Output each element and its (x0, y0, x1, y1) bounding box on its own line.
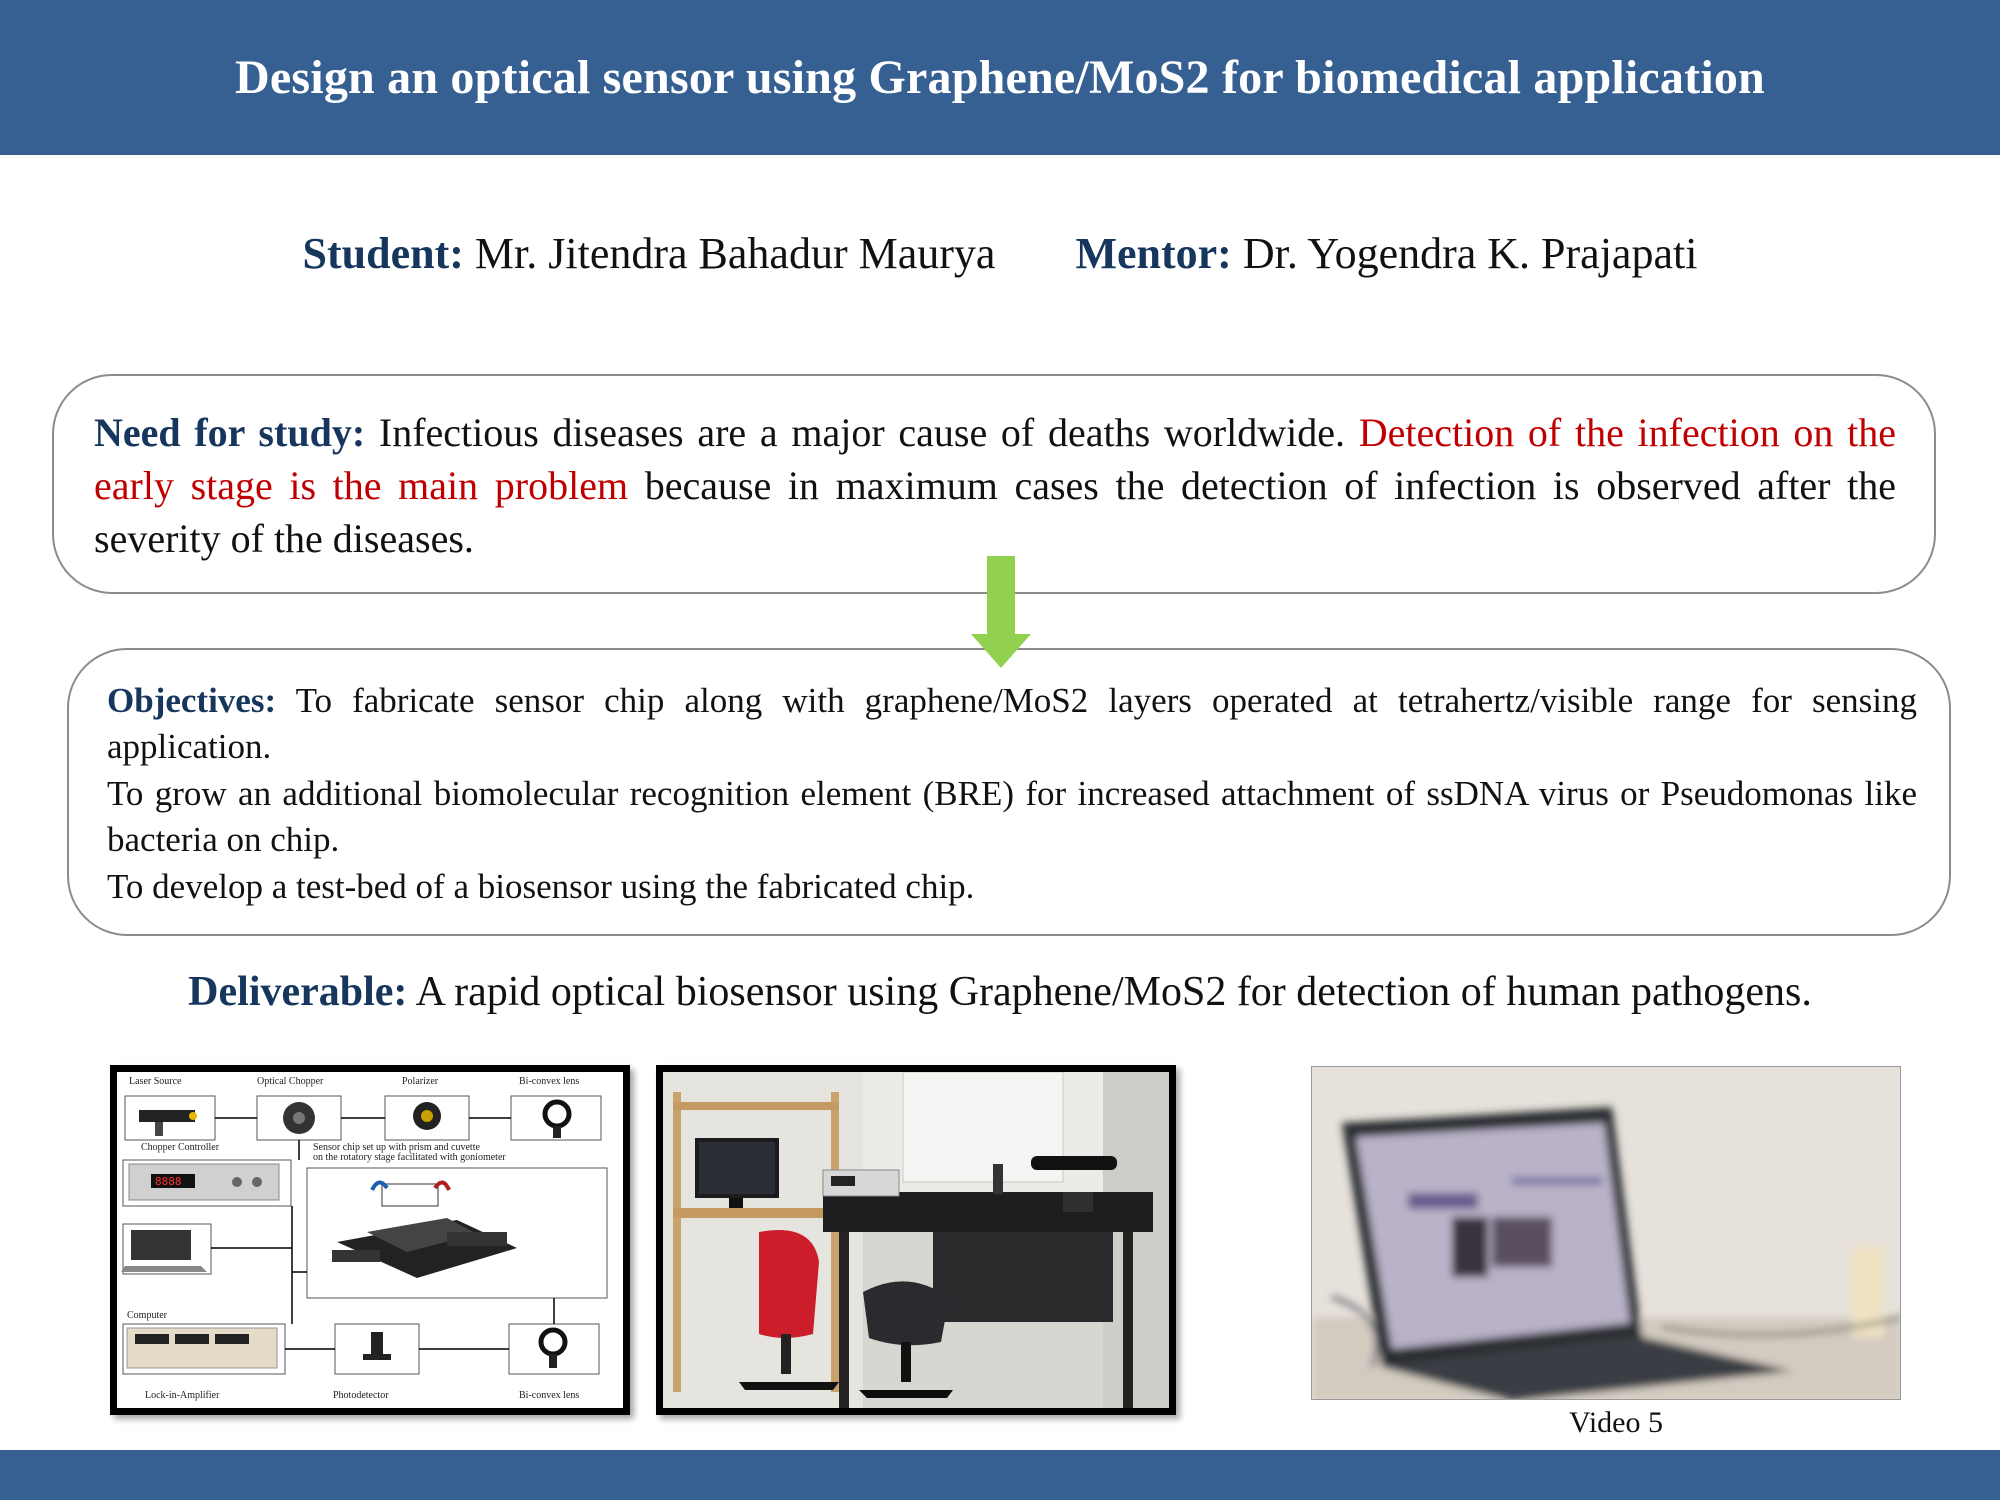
slide-title: Design an optical sensor using Graphene/MoS2 for biomedical application (235, 51, 1765, 104)
student-label: Student: (302, 229, 464, 278)
title-banner (0, 0, 2000, 155)
setup-schematic-image (110, 1065, 630, 1415)
diagram-label: Laser Source (129, 1076, 182, 1087)
diagram-label: Computer (127, 1310, 167, 1321)
need-highlight: Detection of the infection on the early stage is the main problem (94, 410, 1897, 508)
student-name: Mr. Jitendra Bahadur Maurya (474, 229, 996, 278)
video-thumbnail[interactable] (1311, 1066, 1901, 1400)
need-for-study-text (94, 406, 1896, 565)
objectives-label: Objectives: (107, 681, 277, 720)
diagram-label: Lock-in-Amplifier (145, 1390, 220, 1401)
objective-item: To grow an additional biomolecular recognition element (BRE) for increased attachment of ssDNA virus or Pseudomonas like bacteria on chip. (107, 774, 1917, 859)
diagram-label: Photodetector (333, 1390, 389, 1401)
objectives-box (67, 648, 1951, 936)
diagram-label: Polarizer (402, 1076, 439, 1087)
deliverable-line (0, 968, 2000, 1016)
diagram-label: Bi-convex lens (519, 1076, 580, 1087)
diagram-label: Bi-convex lens (519, 1390, 580, 1401)
down-arrow-icon (971, 556, 1031, 668)
objective-item: To develop a test-bed of a biosensor using the fabricated chip. (107, 867, 975, 906)
people-line (0, 228, 2000, 279)
mentor-label: Mentor: (1075, 229, 1232, 278)
need-text-1: Infectious diseases are a major cause of deaths worldwide. (378, 410, 1345, 455)
chopper-display: 8888 (155, 1175, 182, 1188)
deliverable-label: Deliverable: (188, 969, 408, 1015)
need-label: Need for study: (94, 410, 366, 455)
deliverable-text: A rapid optical biosensor using Graphene/MoS2 for detection of human pathogens. (415, 969, 1812, 1015)
diagram-label: Optical Chopper (257, 1076, 324, 1087)
lab-setup-photo (656, 1065, 1176, 1415)
diagram-label: Sensor chip set up with prism and cuvette (313, 1142, 480, 1153)
footer-bar (0, 1450, 2000, 1500)
objectives-text (107, 678, 1917, 911)
mentor-name: Dr. Yogendra K. Prajapati (1242, 229, 1698, 278)
diagram-label: Chopper Controller (141, 1142, 220, 1153)
need-text-2: because in maximum cases the detection of infection is observed after the severity of the diseases. (94, 463, 1896, 561)
diagram-label: on the rotatory stage facilitated with goniometer (313, 1152, 506, 1163)
video-caption: Video 5 (1568, 1406, 1663, 1439)
objective-item: Objectives: To fabricate sensor chip along with graphene/MoS2 layers operated at tetrahertz/visible range for sensing application. (107, 681, 1917, 766)
